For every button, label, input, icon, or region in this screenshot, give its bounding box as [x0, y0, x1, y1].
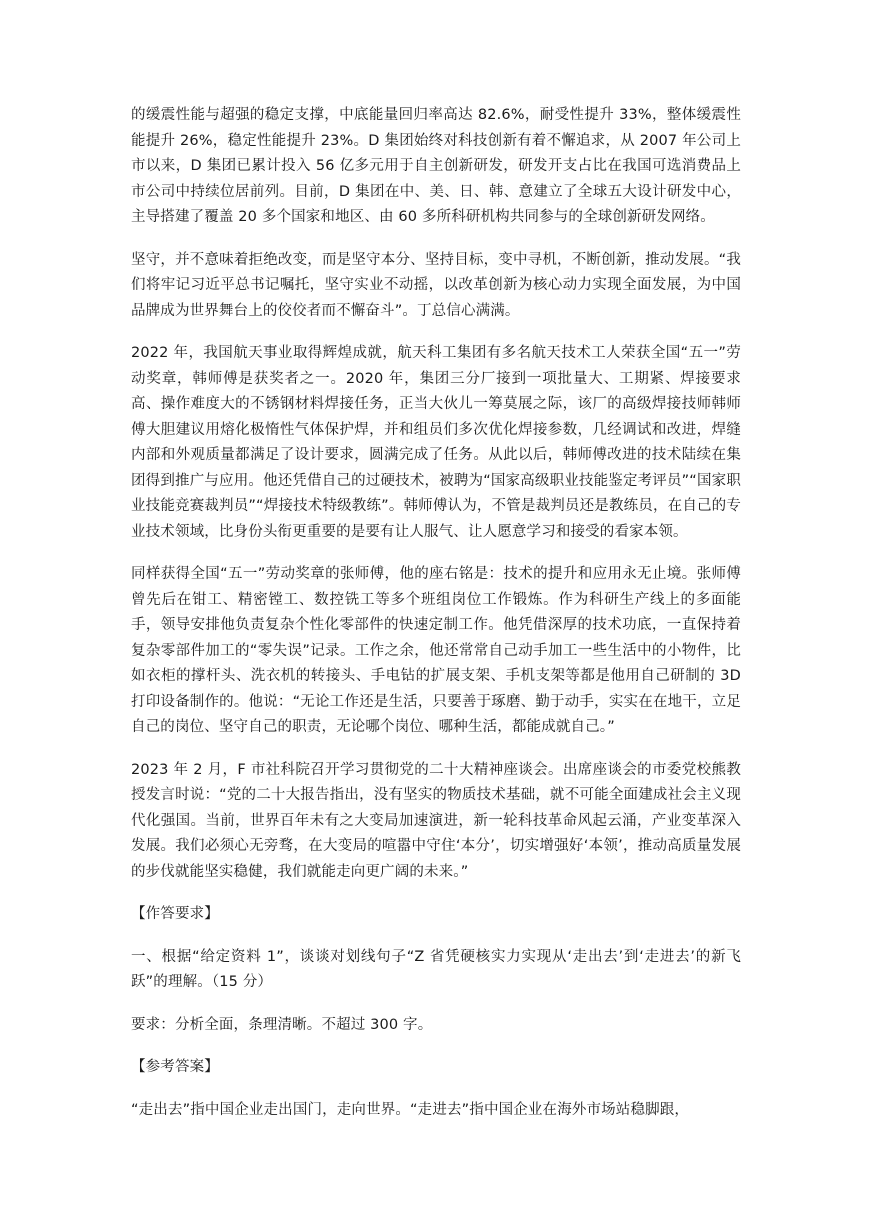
reference-answer-text: “走出去”指中国企业走出国门，走向世界。“走进去”指中国企业在海外市场站稳脚跟， — [131, 1101, 690, 1118]
paragraph-master-han: 2022 年，我国航天事业取得辉煌成就，航天科工集团有多名航天技术工人荣获全国“五一”劳动奖章，韩师傅是获奖者之一。2020 年，集团三分厂接到一项批量大、工期紧、焊接要求高、操作难度大的不锈钢材料焊接任务，正当大伙儿一筹莫展之际，该厂的高级焊接技师韩师傅大胆建议用熔化极惰性气体保护焊，并和组员们多次优化焊接参数，几经调试和改进，焊缝内部和外观质量都满足了设计要求，圆满完成了任务。从此以后，韩师傅改进的技术陆续在集团得到推广与应用。他还凭借自己的过硬技术，被聘为“国家高级职业技能鉴定考评员”“国家职业技能竞赛裁判员”“焊接技术特级教练”。韩师傅认为，不管是裁判员还是教练员，在自己的专业技术领域，比身份头衔更重要的是要有让人服气、让人愿意学习和接受的看家本领。 — [131, 345, 741, 540]
paragraph-seminar: 2023 年 2 月，F 市社科院召开学习贯彻党的二十大精神座谈会。出席座谈会的市委党校熊教授发言时说：“党的二十大报告指出，没有坚实的物质技术基础，就不可能全面建成社会主义现代化强国。当前，世界百年未有之大变局加速演进，新一轮科技革命风起云涌，产业变革深入发展。我们必须心无旁骛，在大变局的喧嚣中守住‘本分’，切实增强好‘本领’，推动高质量发展的步伐就能坚实稳健，我们就能走向更广阔的未来。” — [131, 761, 741, 880]
question-requirements: 要求：分析全面，条理清晰。不超过 300 字。 — [131, 1016, 433, 1033]
question-one: 一、根据“给定资料 1”，谈谈对划线句子“Z 省凭硬核实力实现从‘走出去’到‘走进去’的新飞跃”的理解。（15 分） — [131, 948, 741, 990]
paragraph-d-group-innovation: 的缓震性能与超强的稳定支撑，中底能量回归率高达 82.6%，耐受性提升 33%，整体缓震性能提升 26%，稳定性能提升 23%。D 集团始终对科技创新有着不懈追求，从 2007 年公司上市以来，D 集团已累计投入 56 亿多元用于自主创新研发，研发开支占比在我国可选消费品上市公司中持续位居前列。目前，D 集团在中、美、日、韩、意建立了全球五大设计研发中心，主导搭建了覆盖 20 多个国家和地区、由 60 多所科研机构共同参与的全球创新研发网络。 — [131, 107, 741, 225]
section-heading-reference-answer: 【参考答案】 — [131, 1059, 219, 1075]
paragraph-master-zhang: 同样获得全国“五一”劳动奖章的张师傅，他的座右铭是：技术的提升和应用永无止境。张师傅曾先后在钳工、精密镗工、数控铣工等多个班组岗位工作锻炼。作为科研生产线上的多面能手，领导安排他负责复杂个性化零部件的快速定制工作。他凭借深厚的技术功底，一直保持着复杂零部件加工的“零失误”记录。工作之余，他还常常自己动手加工一些生活中的小物件，比如衣柜的撑杆头、洗衣机的转接头、手电钻的扩展支架、手机支架等都是他用自己研制的 3D 打印设备制作的。他说：“无论工作还是生活，只要善于琢磨、勤于动手，实实在在地干，立足自己的岗位、坚守自己的职责，无论哪个岗位、哪种生活，都能成就自己。” — [131, 566, 741, 735]
section-heading-requirements: 【作答要求】 — [131, 906, 219, 922]
paragraph-persistence: 坚守，并不意味着拒绝改变，而是坚守本分、坚持目标，变中寻机，不断创新，推动发展。“我们将牢记习近平总书记嘱托，坚守实业不动摇，以改革创新为核心动力实现全面发展，为中国品牌成为世界舞台上的佼佼者而不懈奋斗”。丁总信心满满。 — [131, 251, 741, 319]
